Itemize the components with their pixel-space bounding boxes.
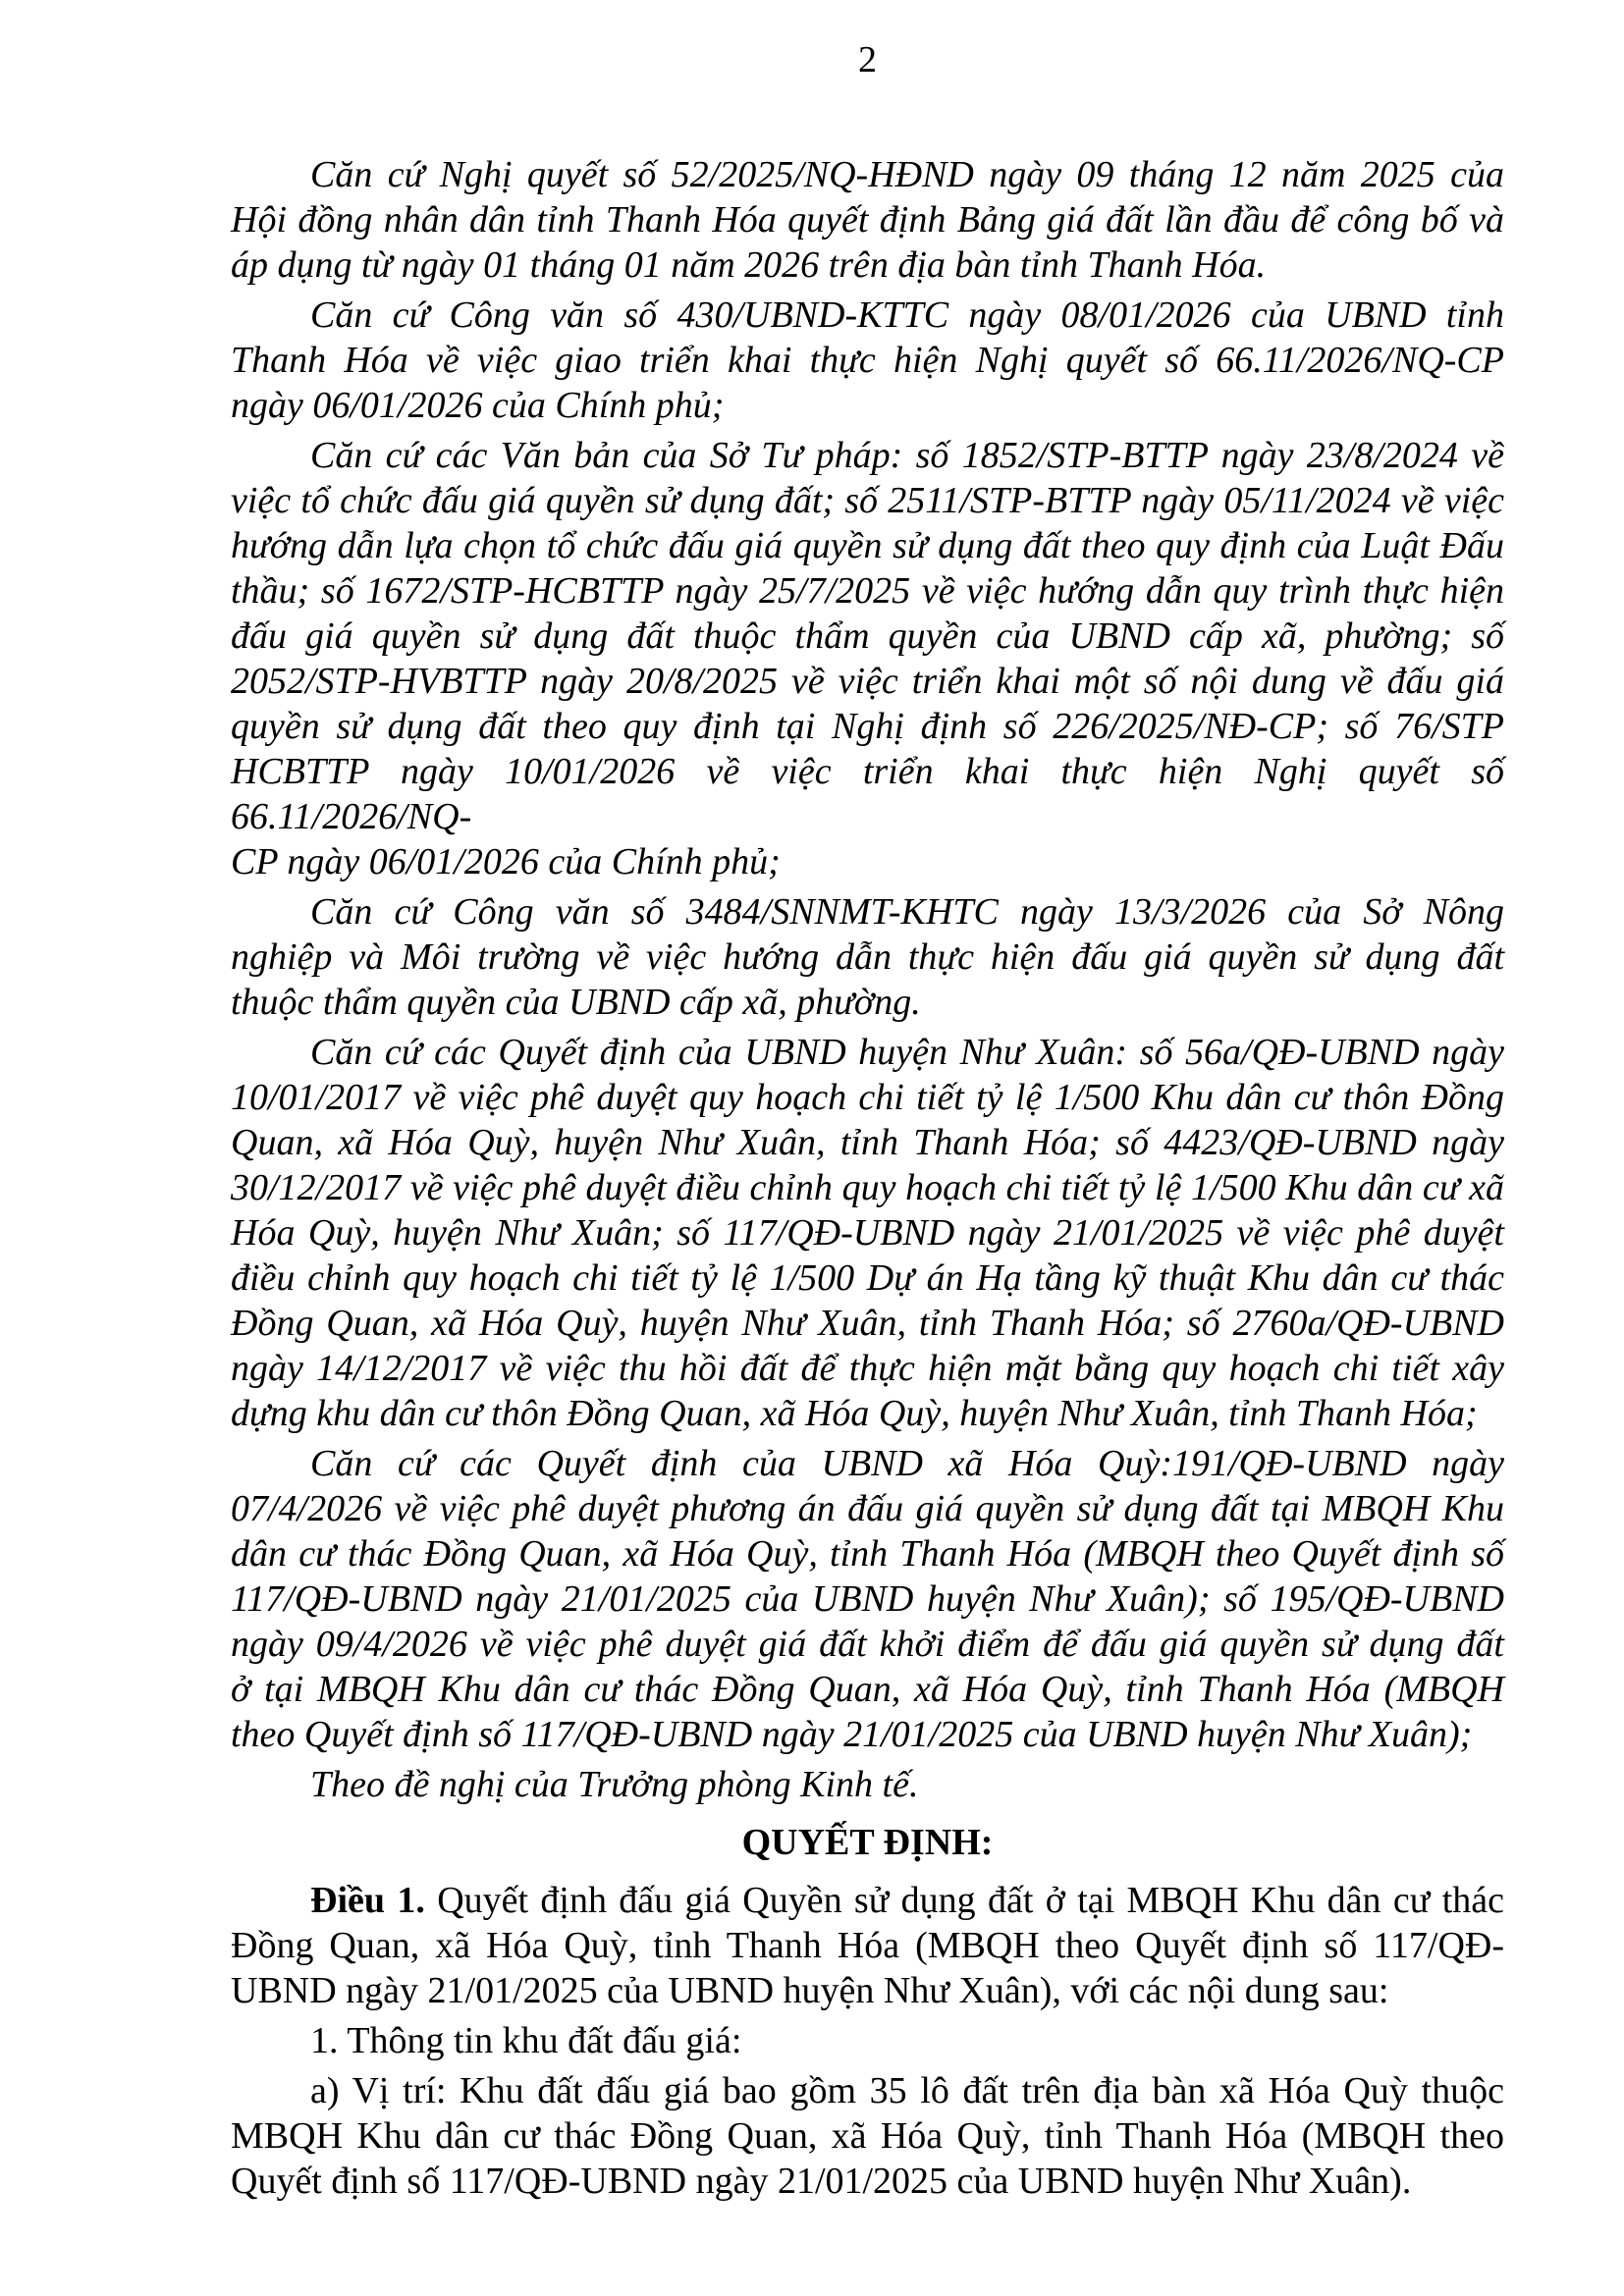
paragraph-line: Căn cứ các Quyết định của UBND huyện Như Xuân: số 56a/QĐ-UBND ngày [310, 1032, 1504, 1073]
paragraph-line: Căn cứ các Văn bản của Sở Tư pháp: số 1852/STP-BTTP ngày 23/8/2024 về [310, 435, 1504, 476]
paragraph-line: áp dụng từ ngày 01 tháng 01 năm 2026 trên địa bàn tỉnh Thanh Hóa. [231, 244, 1267, 286]
paragraph-line: nghiệp và Môi trường về việc hướng dẫn thực hiện đấu giá quyền sử dụng đất [231, 936, 1504, 978]
citation-nghi-quyet-52 [231, 152, 1504, 288]
paragraph-line: a) Vị trí: Khu đất đấu giá bao gồm 35 lô đất trên địa bàn xã Hóa Quỳ thuộc [310, 2070, 1504, 2111]
paragraph-line: hướng dẫn lựa chọn tổ chức đấu giá quyền sử dụng đất theo quy định của Luật Đấu [231, 525, 1504, 566]
diem-a-vi-tri [231, 2068, 1504, 2204]
paragraph-line: Hội đồng nhân dân tỉnh Thanh Hóa quyết định Bảng giá đất lần đầu để công bố và [231, 199, 1504, 240]
paragraph-line: theo Quyết định số 117/QĐ-UBND ngày 21/01/2025 của UBND huyện Như Xuân); [231, 1714, 1473, 1755]
paragraph-line: Đồng Quan, xã Hóa Quỳ, tỉnh Thanh Hóa (MBQH theo Quyết định số 117/QĐ- [231, 1925, 1504, 1966]
paragraph-line: dựng khu dân cư thôn Đồng Quan, xã Hóa Quỳ, huyện Như Xuân, tỉnh Thanh Hóa; [231, 1393, 1478, 1434]
paragraph-line: UBND ngày 21/01/2025 của UBND huyện Như Xuân), với các nội dung sau: [231, 1970, 1389, 2011]
paragraph-line: 07/4/2026 về việc phê duyệt phương án đấu giá quyền sử dụng đất tại MBQH Khu [231, 1488, 1504, 1529]
paragraph-line: Đồng Quan, xã Hóa Quỳ, huyện Như Xuân, tỉnh Thanh Hóa; số 2760a/QĐ-UBND [231, 1303, 1504, 1344]
paragraph-line: 2052/STP-HVBTTP ngày 20/8/2025 về việc triển khai một số nội dung về đấu giá [231, 661, 1504, 702]
document-body [231, 152, 1504, 2209]
decision-heading: QUYẾT ĐỊNH: [741, 1822, 994, 1863]
paragraph-line: Căn cứ các Quyết định của UBND xã Hóa Quỳ:191/QĐ-UBND ngày [310, 1443, 1504, 1484]
paragraph-line: Thanh Hóa về việc giao triển khai thực hiện Nghị quyết số 66.11/2026/NQ-CP [231, 340, 1504, 381]
paragraph-line: ở tại MBQH Khu dân cư thác Đồng Quan, xã Hóa Quỳ, tỉnh Thanh Hóa (MBQH [231, 1669, 1504, 1710]
paragraph-line: việc tổ chức đấu giá quyền sử dụng đất; số 2511/STP-BTTP ngày 05/11/2024 về việc [231, 480, 1504, 521]
paragraph-line: CP ngày 06/01/2026 của Chính phủ; [231, 841, 781, 882]
paragraph-line: 117/QĐ-UBND ngày 21/01/2025 của UBND huyện Như Xuân); số 195/QĐ-UBND [231, 1578, 1504, 1620]
theo-de-nghi [231, 1762, 1504, 1807]
paragraph-line: Căn cứ Công văn số 3484/SNNMT-KHTC ngày 13/3/2026 của Sở Nông [310, 891, 1504, 933]
paragraph-line: Căn cứ Nghị quyết số 52/2025/NQ-HĐND ngày 09 tháng 12 năm 2025 của [310, 154, 1504, 195]
article-label: Điều 1. [310, 1880, 425, 1921]
page-number: 2 [858, 39, 877, 80]
citation-van-ban-so-tu-phap [231, 433, 1504, 884]
citation-quyet-dinh-huyen-nhu-xuan [231, 1030, 1504, 1436]
dieu-1 [231, 1878, 1504, 2013]
paragraph-line: MBQH Khu dân cư thác Đồng Quan, xã Hóa Quỳ, tỉnh Thanh Hóa (MBQH theo [231, 2115, 1504, 2157]
paragraph-line: 1. Thông tin khu đất đấu giá: [310, 2020, 742, 2061]
paragraph-line: Quyết định số 117/QĐ-UBND ngày 21/01/2025 của UBND huyện Như Xuân). [231, 2161, 1412, 2202]
muc-1-thong-tin [231, 2018, 1504, 2063]
paragraph-line: đấu giá quyền sử dụng đất thuộc thẩm quyền của UBND cấp xã, phường; số [231, 615, 1504, 657]
paragraph-line: ngày 09/4/2026 về việc phê duyệt giá đất khởi điểm để đấu giá quyền sử dụng đất [231, 1624, 1504, 1665]
paragraph-line: ngày 06/01/2026 của Chính phủ; [231, 385, 725, 426]
paragraph-line: thầu; số 1672/STP-HCBTTP ngày 25/7/2025 về việc hướng dẫn quy trình thực hiện [231, 570, 1504, 612]
paragraph-line: dân cư thác Đồng Quan, xã Hóa Quỳ, tỉnh Thanh Hóa (MBQH theo Quyết định số [231, 1533, 1504, 1575]
paragraph-line: điều chỉnh quy hoạch chi tiết tỷ lệ 1/500 Dự án Hạ tầng kỹ thuật Khu dân cư thác [231, 1257, 1504, 1299]
citation-cong-van-430 [231, 293, 1504, 428]
paragraph-line: Quan, xã Hóa Quỳ, huyện Như Xuân, tỉnh Thanh Hóa; số 4423/QĐ-UBND ngày [231, 1122, 1504, 1163]
citation-quyet-dinh-xa-hoa-quy [231, 1441, 1504, 1757]
paragraph-line: HCBTTP ngày 10/01/2026 về việc triển khai thực hiện Nghị quyết số 66.11/2026/NQ- [231, 751, 1504, 837]
paragraph-line: thuộc thẩm quyền của UBND cấp xã, phường. [231, 982, 921, 1023]
paragraph-line: Theo đề nghị của Trưởng phòng Kinh tế. [310, 1764, 919, 1805]
paragraph-line: 30/12/2017 về việc phê duyệt điều chỉnh quy hoạch chi tiết tỷ lệ 1/500 Khu dân cư xã [231, 1167, 1504, 1208]
paragraph-line: ngày 14/12/2017 về việc thu hồi đất để thực hiện mặt bằng quy hoạch chi tiết xây [231, 1348, 1504, 1389]
paragraph-line: Điều 1. Quyết định đấu giá Quyền sử dụng đất ở tại MBQH Khu dân cư thác [310, 1880, 1504, 1921]
citation-cong-van-3484 [231, 889, 1504, 1025]
paragraph-line: 10/01/2017 về việc phê duyệt quy hoạch chi tiết tỷ lệ 1/500 Khu dân cư thôn Đồng [231, 1077, 1504, 1118]
paragraph-line: Căn cứ Công văn số 430/UBND-KTTC ngày 08/01/2026 của UBND tỉnh [310, 294, 1504, 336]
paragraph-line: quyền sử dụng đất theo quy định tại Nghị định số 226/2025/NĐ-CP; số 76/STP [231, 706, 1504, 747]
paragraph-line: Hóa Quỳ, huyện Như Xuân; số 117/QĐ-UBND ngày 21/01/2025 về việc phê duyệt [231, 1212, 1504, 1254]
